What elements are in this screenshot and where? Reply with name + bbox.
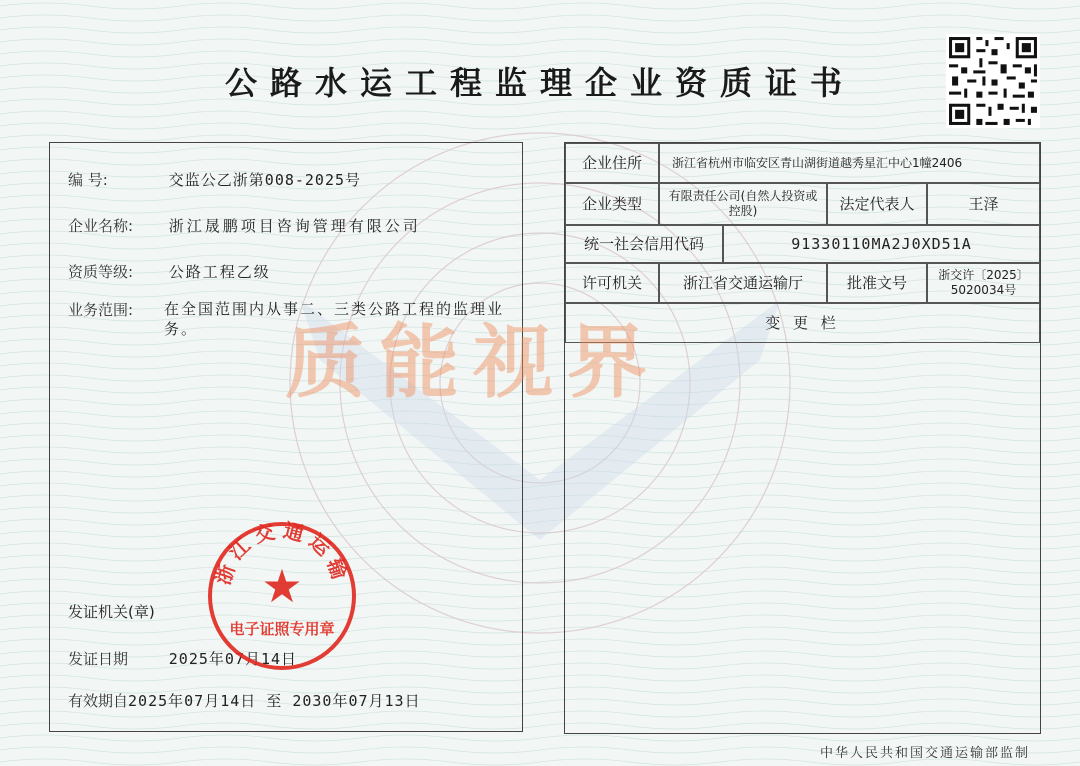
address-label: 企业住所 <box>565 143 659 183</box>
qr-code <box>946 34 1040 128</box>
changes-section-body <box>565 447 1040 732</box>
validity-row <box>68 690 421 711</box>
supervisor-footer: 中华人民共和国交通运输部监制 <box>820 746 1031 761</box>
legal-representative-value: 王泽 <box>927 183 1040 225</box>
business-scope-value: 在全国范围内从事二、三类公路工程的监理业务。 <box>164 300 505 338</box>
credit-code-label: 统一社会信用代码 <box>565 225 723 263</box>
company-type-label: 企业类型 <box>565 183 659 225</box>
address-value: 浙江省杭州市临安区青山湖街道越秀星汇中心1幢2406 <box>659 143 1040 183</box>
validity-value: 2025年07月14日 至 2030年07月13日 <box>128 692 421 710</box>
company-name-value: 浙江晟鹏项目咨询管理有限公司 <box>168 217 421 235</box>
company-name-label: 企业名称: <box>68 217 134 235</box>
validity-label: 有效期自 <box>68 692 129 710</box>
business-scope-label: 业务范围: <box>68 301 134 319</box>
certificate-number-value: 交监公乙浙第008-2025号 <box>168 171 362 189</box>
certificate-number-label: 编 号: <box>68 171 108 189</box>
seal-top-text: 浙江交通运输 <box>210 518 354 588</box>
seal-star-icon: ★ <box>261 559 303 613</box>
company-type-value: 有限责任公司(自然人投资或控股) <box>659 183 827 225</box>
certificate-number-row <box>68 169 361 190</box>
licensing-authority-label: 许可机关 <box>565 263 659 303</box>
approval-number-label: 批准文号 <box>827 263 927 303</box>
seal-bottom-text: 电子证照专用章 <box>229 620 335 638</box>
certificate-title: 公路水运工程监理企业资质证书 <box>224 64 855 102</box>
credit-code-value: 91330110MA2J0XD51A <box>723 225 1040 263</box>
changes-section-header: 变 更 栏 <box>565 303 1040 343</box>
company-name-row <box>68 215 421 236</box>
issue-date-value: 2025年07月14日 <box>168 650 298 668</box>
licensing-authority-value: 浙江省交通运输厅 <box>659 263 827 303</box>
certificate-details-panel <box>564 142 1041 734</box>
qualification-grade-label: 资质等级: <box>68 263 134 281</box>
qualification-grade-row <box>68 261 271 282</box>
issue-date-label: 发证日期 <box>68 650 129 668</box>
issuing-authority-label: 发证机关(章) <box>68 603 155 621</box>
official-seal <box>204 518 360 674</box>
approval-number-value: 浙交许〔2025〕5020034号 <box>927 263 1040 303</box>
watermark-text: 质能视界 <box>285 316 661 409</box>
qualification-grade-value: 公路工程乙级 <box>168 263 271 281</box>
legal-representative-label: 法定代表人 <box>827 183 927 225</box>
